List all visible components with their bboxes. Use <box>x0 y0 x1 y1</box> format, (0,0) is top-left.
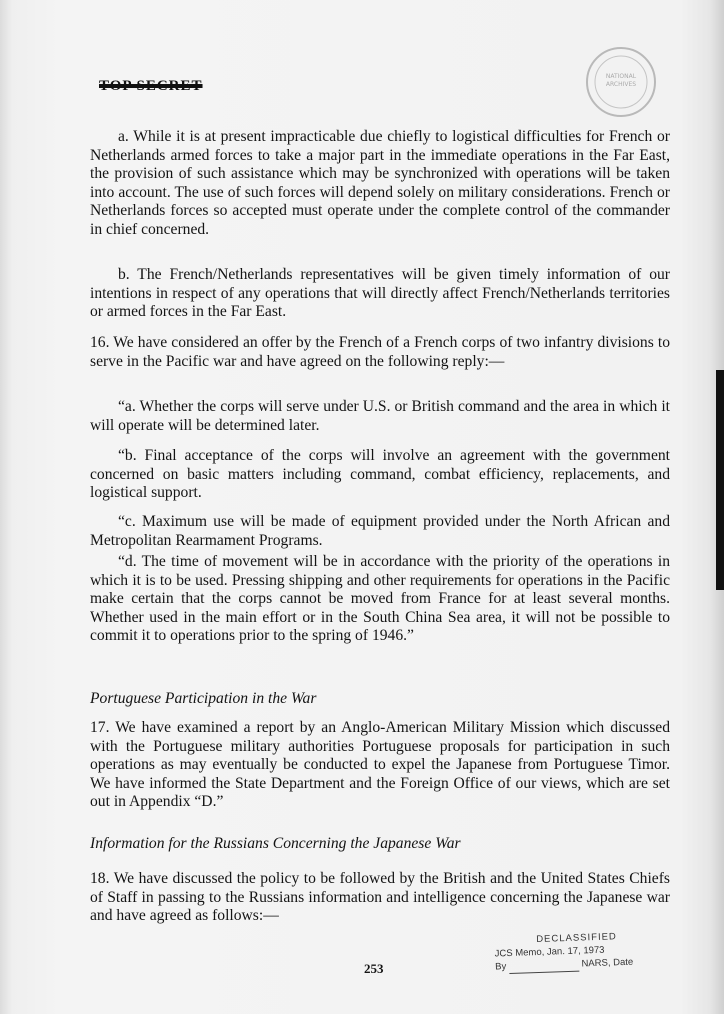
paragraph-16c: “c. Maximum use will be made of equipment provided under the North African and Metropolitan Rearmament Programs. <box>90 513 670 549</box>
paragraph-18: 18. We have discussed the policy to be followed by the British and the United States Chiefs of Staff in passing to the Russians information and intelligence concerning the Japanese war and have agreed as follows:— <box>90 870 670 925</box>
paragraph-16b: “b. Final acceptance of the corps will involve an agreement with the government concerned on basic matters including command, combat efficiency, replacements, and logistical support. <box>90 447 670 502</box>
paragraph-16d: “d. The time of movement will be in accordance with the priority of the operations in which it is to be used. Pressing shipping and other requirements for operations in the Pacific make certain that the corps cannot be moved from France for at least several months. Whether used in the main effort or in the South China Sea area, it will not be possible to commit it to operations prior to the spring of 1946.” <box>90 553 670 645</box>
by-label: By <box>494 961 507 973</box>
paragraph-a: a. While it is at present impracticable due chiefly to logistical difficulties for French or Netherlands armed forces to take a major part in the immediate operations in the Far East, the provision of such assistance which may be synchronized with operations will be taken into account. The use of such forces will depend solely on military considerations. French or Netherlands forces so accepted must operate under the complete control of the commander in chief concerned. <box>90 128 670 238</box>
memo-reference: JCS Memo, Jan. 17, 1973 <box>494 944 605 960</box>
signature-line <box>509 959 579 974</box>
section-heading-russians: Information for the Russians Concerning the Japanese War <box>90 835 461 852</box>
paragraph-16a: “a. Whether the corps will serve under U.S. or British command and the area in which it will operate will be determined later. <box>90 398 670 434</box>
declassified-label: DECLASSIFIED <box>536 931 618 946</box>
nars-label: NARS, Date <box>581 956 634 970</box>
declassification-stamp <box>480 928 710 973</box>
stamp-text-2: ARCHIVES <box>605 81 637 88</box>
section-heading-portuguese: Portuguese Participation in the War <box>90 690 317 707</box>
archives-stamp <box>566 42 676 122</box>
paragraph-17: 17. We have examined a report by an Anglo-American Military Mission which discussed with the Portuguese military authorities Portuguese proposals for participation in such operations as may eventually be conducted to expel the Japanese from Portuguese Timor. We have informed the State Department and the Foreign Office of our views, which are set out in Appendix “D.” <box>90 719 670 811</box>
paragraph-16: 16. We have considered an offer by the French of a French corps of two infantry divisions to serve in the Pacific war and have agreed on the following reply:— <box>90 334 670 370</box>
paragraph-b: b. The French/Netherlands representatives will be given timely information of our intentions in respect of any operations that will directly affect French/Netherlands territories or armed forces in the Far East. <box>90 266 670 321</box>
page-number: 253 <box>364 961 384 976</box>
scan-edge-shadow <box>716 370 724 590</box>
classification-marking: TOP SECRET <box>99 78 203 94</box>
stamp-text-1: NATIONAL <box>605 73 637 80</box>
